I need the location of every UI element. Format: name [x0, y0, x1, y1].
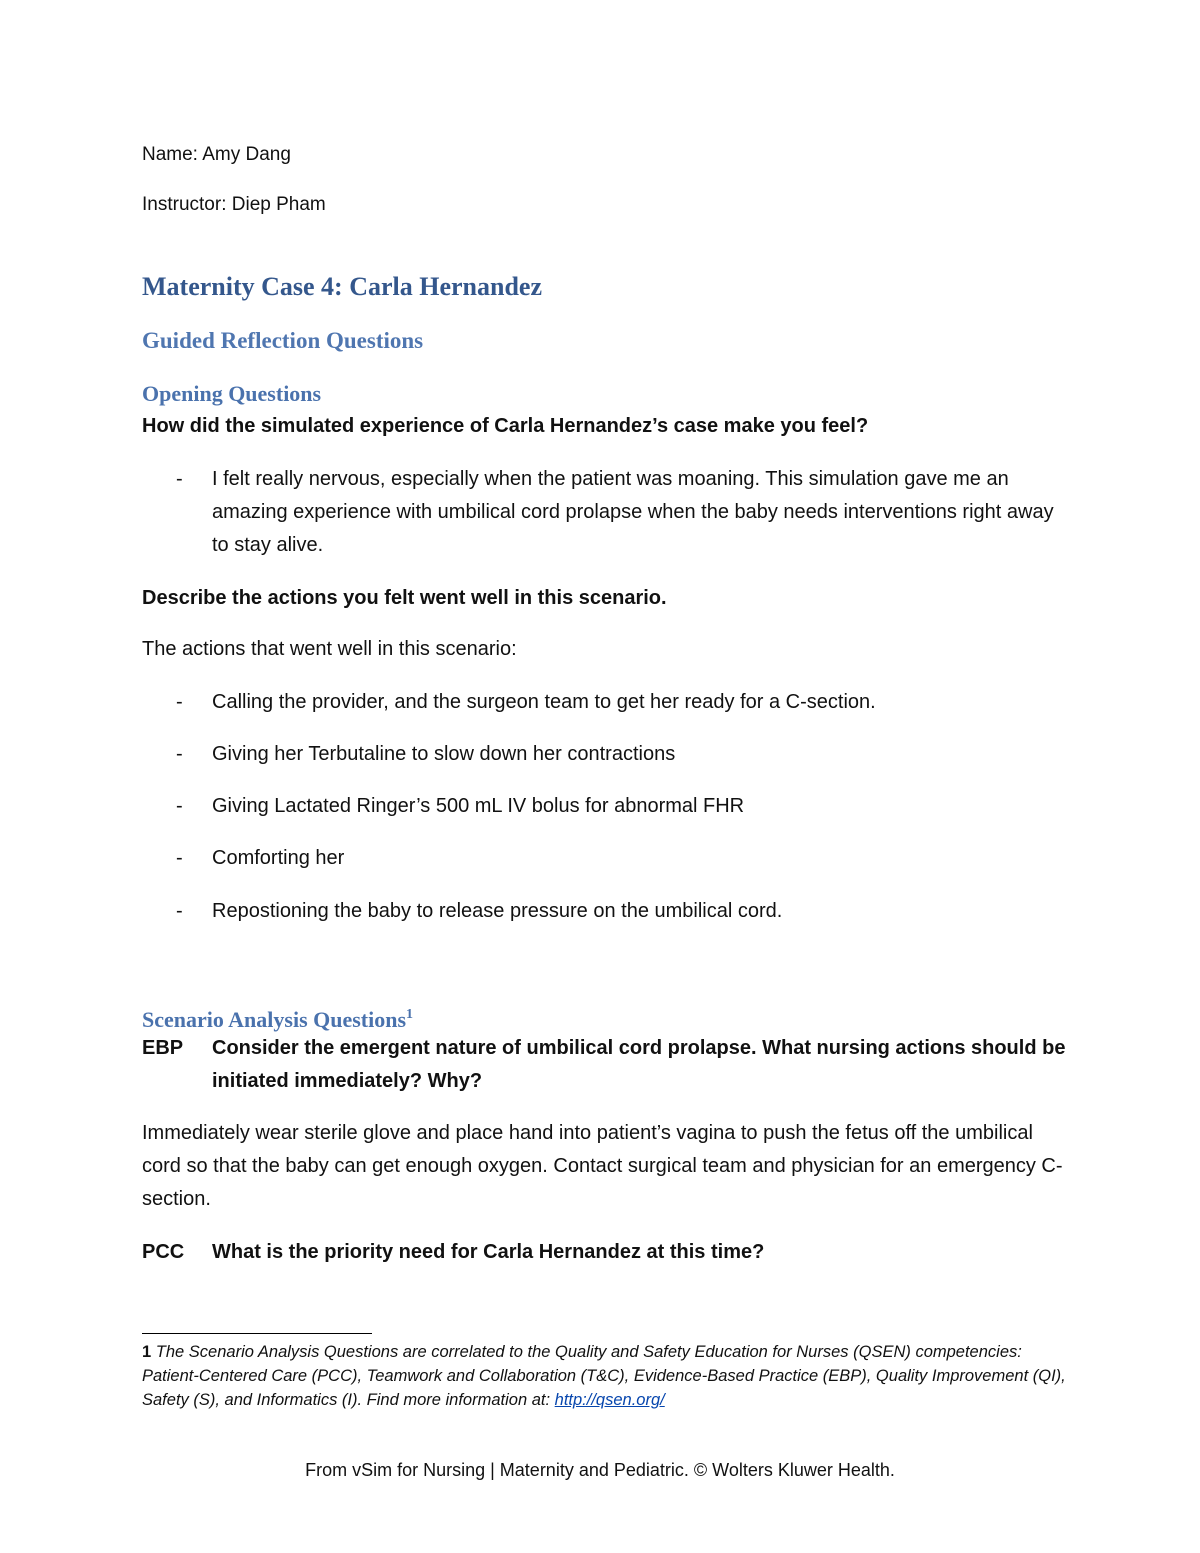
bullet-dash: -: [176, 691, 183, 713]
footnote-separator: [142, 1333, 372, 1334]
instructor-name: Instructor: Diep Pham: [142, 194, 326, 215]
document-subtitle: Guided Reflection Questions: [142, 328, 424, 353]
action-item: Giving her Terbutaline to slow down her contractions: [212, 743, 676, 765]
action-item: Calling the provider, and the surgeon team to get her ready for a C-section.: [212, 691, 876, 713]
bullet-dash: -: [176, 795, 183, 817]
actions-intro: The actions that went well in this scenario:: [142, 638, 517, 660]
bullet-dash: -: [176, 900, 183, 922]
footnote-reference[interactable]: 1: [406, 1007, 414, 1022]
opening-question-1: How did the simulated experience of Carla Hernandez’s case make you feel?: [142, 415, 869, 437]
opening-question-2: Describe the actions you felt went well in this scenario.: [142, 587, 667, 609]
page-footer: From vSim for Nursing | Maternity and Pediatric. © Wolters Kluwer Health.: [305, 1460, 895, 1480]
action-item: Repostioning the baby to release pressure on the umbilical cord.: [212, 900, 783, 922]
opening-questions-heading: Opening Questions: [142, 381, 322, 406]
action-item: Comforting her: [212, 847, 345, 869]
footnote-number: 1: [142, 1343, 152, 1361]
bullet-dash: -: [176, 743, 183, 765]
student-name: Name: Amy Dang: [142, 144, 291, 165]
ebp-code: EBP: [142, 1037, 184, 1059]
pcc-code: PCC: [142, 1241, 185, 1263]
footnote-text: The Scenario Analysis Questions are correlated to the Quality and Safety Education for Nurses (QSEN) competencies: Patient-Centered Care (PCC), Teamwork and Collaboration (T&C), Evidence-Based Practice (EBP), Quality Improvement (QI), Safety (S), and Informatics (I). Find more information at:: [142, 1343, 1066, 1409]
document-title: Maternity Case 4: Carla Hernandez: [142, 272, 543, 301]
action-item: Giving Lactated Ringer’s 500 mL IV bolus for abnormal FHR: [212, 795, 745, 817]
scenario-analysis-heading: [142, 1000, 413, 1035]
bullet-dash: -: [176, 847, 183, 869]
scenario-analysis-heading-text: Scenario Analysis Questions: [142, 1007, 407, 1032]
qsen-link[interactable]: http://qsen.org/: [554, 1391, 665, 1409]
ebp-answer: Immediately wear sterile glove and place hand into patient’s vagina to push the fetus off the umbilical cord so that the baby can get enough oxygen. Contact surgical team and physician for an emergency C-section.: [142, 1122, 1063, 1210]
pcc-question: What is the priority need for Carla Hernandez at this time?: [212, 1241, 765, 1263]
footnote: [142, 1340, 1072, 1412]
opening-answer-1: I felt really nervous, especially when the patient was moaning. This simulation gave me an amazing experience with umbilical cord prolapse when the baby needs interventions right away to stay alive.: [212, 468, 1054, 556]
bullet-dash: -: [176, 468, 183, 490]
ebp-question: Consider the emergent nature of umbilical cord prolapse. What nursing actions should be initiated immediately? Why?: [212, 1037, 1066, 1092]
